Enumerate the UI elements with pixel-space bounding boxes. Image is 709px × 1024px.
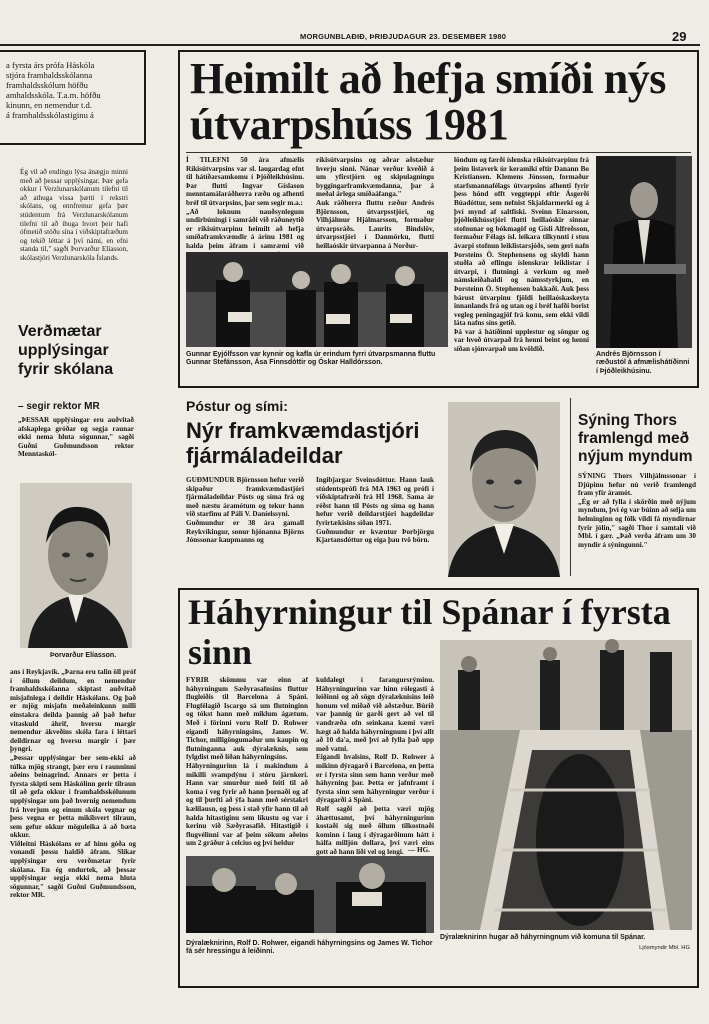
left-top-fragment: a fyrsta árs prófa Háskóla stjóra framhaldsskólanna framhaldsskólum höfðu amhaldsskóla. T.a.m. höfðu kinunn, en nemendur t.d. á framhaldsskólastiginu á [6,60,101,120]
thorvardur-caption: Þorvarður Elíasson. [50,652,117,659]
middle-col-1: GUÐMUNDUR Björnsson hefur verið skipaður framkvæmdastjóri fjármáladeildar Pósts og síma frá og með næstu áramótum og tekur hann við starfinu af Páli V. Daníelssyni. Guðmundur er 38 ára gamall Reykvíkingur, sonur hjónanna Björns Jónssonar kaupmanns og [186,476,304,545]
veterinarian-caption: Dýralæknirinn, Rolf D. Rohwer, eigandi háhyrningsins og James W. Tichor fá sér hressingu á leiðinni. [186,940,433,956]
verdmaetar-headline: Verðmætar upplýsingar fyrir skólana [18,323,114,378]
middle-col-2: Ingibjargar Sveinsdóttur. Hann lauk stúdentsprófi frá MA 1963 og prófi í viðskiptafræði frá HÍ 1968. Sama ár réðst hann til Pósts og síma og hann hefur verið deildarstjóri hagdeildar fyrirtækisins síðan 1971. Guðmundur er kvæntur Þorbjörgu Kjartansdóttur og eiga þau tvö börn. [316,476,434,545]
bottom-headline: Háhyrningur til Spánar í fyrsta sinn [188,592,671,672]
top-col-2: ríkisútvarpsins og aðrar aðstæður hverju sinni. Nánar verður kveðið á um yfirstjórn og skipulagningu byggingarframkvæmdanna, þar á meðal árlega smíðaáfanga." Auk ráðherra fluttu ræður Andrés Björnsson, útvarpsstjóri, og Vilhjálmur Hjálmarsson, formaður útvarpsráðs. Laurits Bindslöv, útvarpsstjóri í Danmörku, flutti heillaóskir útvarpanna á Norður- [316,156,434,250]
andres-photo [596,156,692,348]
verdmaetar-byline: – segir rektor MR [18,401,100,412]
bottom-sign: — HG. [408,846,430,854]
bottom-col-1: FYRIR skömmu var einn af háhyrningum Sæðyrasafnsins fluttur flugleiðis til Barcelona á Spáni. Flugfélagið Iscargo sá um flutninginn og tókst hann með miklum ágætum. Með í förinni voru Rolf D. Rohwer eigandi háhyrningsins, James W. Tichor, milligöngumaður um kaupin og flutninganna auk dýralæknis, sem fylgdist með líðan háhyrningsins. Háhyrningurinn lá í makindum á mikilli svampdýnu í stóru járnkeri. Hann var smurður með feiti til að koma í veg fyrir að hann þornaði og af og til þurfti að ýfa hann með sérstakri kælilausn, og þess í stað yfir hann til að halda hitastiginu sem líkustu og var í kerinu við Sæðyrasafið. Hitastigið í flugvélinni var af þeim sökum aðeins um 2 gráður á celcius og því heldur [186,676,308,848]
gudmundur-portrait [448,402,560,577]
left-body-3: ans í Reykjavík. „Þarna eru talin öll próf í öllum deildum, en nemendur framhaldsskólanna skiptast auðvitað misjafnlega í deildir Háskólans. Og það er mjög misjafn meðaleinkunn milli einstakra deilda þannig að það hefur vitaskuld áhrif, hversu margir nemendur ákveðins skóla fara í léttari deildirnar og hversu margir í þær þyngri. „Þessar upplýsingar ber sem-ekki að túlka mjög strangt, þær eru í raunninni aðeins beinagrind. Annars er þetta í fyrsta skipti sem Háskólinn gerir tilraun til að gefa okkur í framhaldsskólunum upplýsingar um það hvernig nemendum frá hverjum og einum skóla vegnar og þess vegna er þetta mikilsvert tilraun, sem gefur okkur möguleika á að bæta okkur. Viðleitni Háskólans er af hinu góða og vonandi þessu haldið áfram. Slíkar upplýsingar eru verðmætar fyrir skólana. En ég endurtek, að þessar upplýsingar segja ekki nema hluta sögunnar," sagði Guðni Guðmundsson, rektor MR. [10,668,136,900]
photo-credit: Ljósmyndir Mbl. HG [639,945,690,951]
top-headline: Heimilt að hefja smíði nýs útvarpshúss 1981 [190,54,666,149]
left-top-box [0,50,146,145]
thorvardur-portrait [20,483,132,648]
left-body-1: Ég vil að endingu lýsa ánægju minni með að þessar upplýsingar. Þær gefa okkur í Verzlunarskólanum tilefni til að athuga vissa þætti í rekstri skólans, og ennfremur gefa þær stúdentum frá Verzlunarskólanum tilefni til að íhuga hvort þeir hafi ófmetið stöðu sína í viðskiptafræðum og tekið léttar á því námi, en efni standa til," sagði Þorvarður Elíasson, skólastjóri Verzlunarskóla Íslands. [20,168,128,262]
top-col-3: löndum og færði íslenska ríkisútvarpinu frá þeim listaverk úr keramiki eftir Danann Bo Kristiansen. Klemens Jónsson, formaður starfsmannafélags útvarpsins afhenti fyrir þess hönd offt veggteppi eftir Ásgerði Búadóttur, sem nefnist Skjaldarmerki og á því mynd af saltfiski. Sveinn Einarsson, þjóðleikhússtjóri flutti heillaóskir sinnar stofnunar og bókmagöf og Gísli Alfreðsson, formaður Félags ísl. leikara tilkynnti í stuu ávarpi stofnun leiklistarsjóðs, sem geri nafn Þorsteins Ö. Stephensens og skyldi hann stuðla að eflingu íslenskrar leiklistar í útvarpi, í flutningi á verkum og með námskeiðahaldi og námsstyrkjum, en Þorsteinn Ö. Stephensen bakkaði. Auk þess bárust útvarpinu fjöldi heillaóskaskeyta innanlands frá og utan og í bréf hafði borist vegleg peningagjöf frá konu, sem ekki vildi láta nafns síns getið. Þá var á hátíðinni upplestur og söngur og var hvoð útvarpað frá henni beint og henni síðan sjónvarpað um kvöldið. [454,156,589,354]
masthead-rule [0,44,700,46]
top-col-1: Í TILEFNI 50 ára afmælis Ríkisútvarpsins var sl. laugardag efnt til hátíðarsamkomu í Þjóðleikhúsinu. Þar flutti Ingvar Gíslason menntamálaráðherra ræðu og afhenti bréf til útvarpsins, þar sem segir m.a.: „Að loknum nauðsynlegum undirbúningi í samráði við ráðuneytið er ríkisútvarpinu heimilt að hefja smíðaframkvæmdir á árinu 1981 og halda þeim áfram í samræmi við [186,156,304,250]
side-headline: Sýning Thors framlengd með nýjum myndum [578,412,693,465]
whale-crate-photo [440,640,692,930]
stage-photo [186,252,448,347]
side-body: SÝNING Thors Vilhjálmssonar í Djúpinu hefur nú verið framlengd fram yfir áramót. „Ég er að fylla í skörðin með nýjum myndum, því ég var búinn að selja um helminginn og fólk vildi fá myndirnar fyrir jólin," sagði Thor í samtali við Mbl. í gær. „Það verða áfram um 30 myndir á sýningunni." [578,472,696,549]
page-number: 29 [672,29,687,44]
veterinarian-photo [186,856,434,933]
side-story-rule [570,398,571,576]
top-headline-rule [186,152,691,153]
middle-headline: Nýr framkvæmdastjóri fjármáladeildar [186,418,420,468]
whale-crate-caption: Dýralæknirinn hugar að háhyrningnum við komuna til Spánar. [440,934,646,941]
left-body-2: „ÞESSAR upplýsingar eru auðvitað afskaplega gróðar og segja raunar ekki nema hluta sögunnar," sagði Guðni Guðmundsson rektor Menntaskól- [18,416,134,459]
masthead: MORGUNBLAÐIÐ, ÞRIÐJUDAGUR 23. DESEMBER 1980 [300,32,507,41]
andres-photo-caption: Andrés Björnsson í ræðustól á afmælishátíðinni í Þjóðleikhúsinu. [596,351,690,375]
middle-kicker: Póstur og sími: [186,398,288,414]
bottom-col-2: kuldalegt í farangursrýminu. Háhyrningurinn var hinn rólegasti á leiðinni og að sögn dýralæknisins leið honum vel miðað við aðstæður. Búrið var þannig úr garði gert að vel til vandræða ofn seinkana kæmi væri hægt að halda háhyrningnum í því allt að 10 da'a, með því að fylla það upp með vatni. Eigandi hvalsins, Rolf D. Rohwer á mikinn dýragarð í Barcelona, en þetta er í fyrsta sinn sem hann verður með háhyrning þar. Þetta er jafnframt í fyrsta sinn sem háhyrningur verður í dýragarði á Spáni. Rolf sagði að þetta væri mjög áhættusamt, því háhyrningurinn kostaði sig með öllum tilkostnaði kominn í laug í dýragarðinum hátt í hálfa milljón dollara, því væri eins gott að hann liði vel og lengi. [316,676,434,856]
stage-photo-caption: Gunnar Eyjólfsson var kynnir og kafla úr erindum fyrri útvarpsmanna fluttu Gunnar Stefánsson, Ása Finnsdóttir og Óskar Halldórsson. [186,351,436,367]
